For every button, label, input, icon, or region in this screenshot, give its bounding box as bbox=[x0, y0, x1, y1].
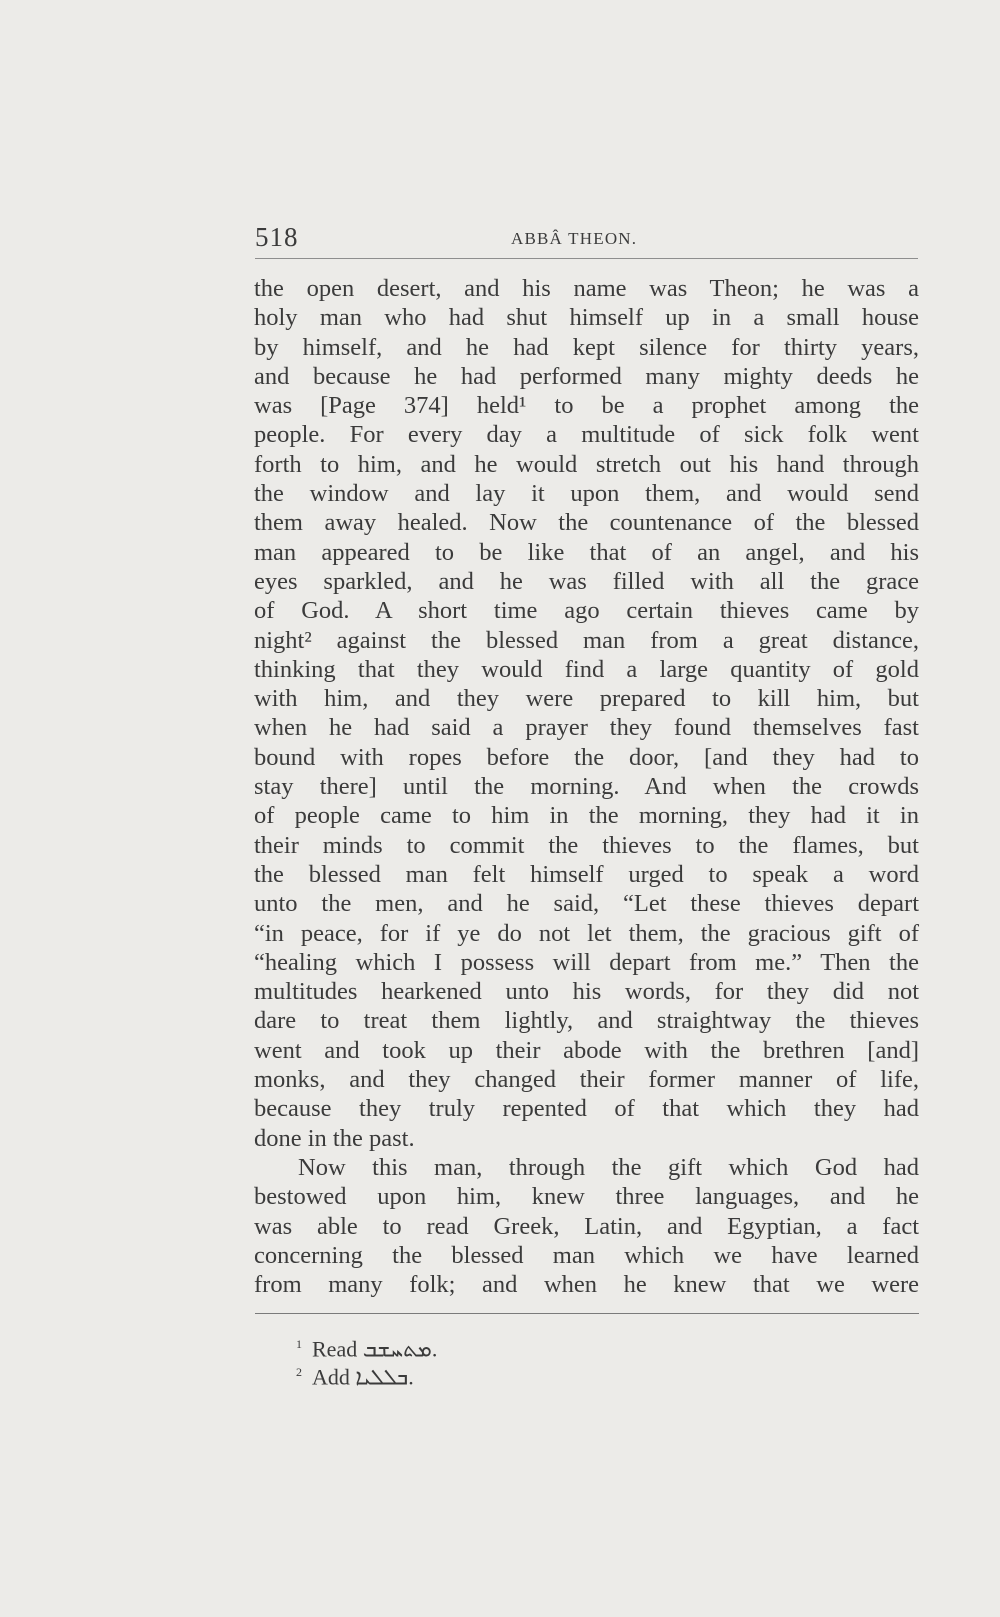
page-header bbox=[255, 222, 917, 262]
text-line: forth to him, and he would stretch out his hand through bbox=[254, 450, 919, 478]
footnote-text: Add ܒܠܠܝܐ. bbox=[312, 1364, 414, 1390]
footnote-text: Read ܡܬܚܫܒ. bbox=[312, 1336, 438, 1362]
text-line: because they truly repented of that which they had bbox=[254, 1095, 919, 1123]
text-line: the blessed man felt himself urged to speak a word bbox=[254, 860, 919, 888]
text-line: from many folk; and when he knew that we were bbox=[254, 1271, 919, 1299]
header-rule bbox=[255, 258, 918, 259]
text-line: of people came to him in the morning, they had it in bbox=[254, 802, 919, 830]
text-line: night² against the blessed man from a great distance, bbox=[254, 626, 919, 654]
text-line: stay there] until the morning. And when the crowds bbox=[254, 773, 919, 801]
footnote bbox=[296, 1358, 437, 1390]
footnote-rule bbox=[255, 1313, 919, 1314]
text-line: when he had said a prayer they found themselves fast bbox=[254, 714, 919, 742]
text-line: and because he had performed many mighty deeds he bbox=[254, 362, 919, 390]
text-line: with him, and they were prepared to kill him, but bbox=[254, 685, 919, 713]
text-line: eyes sparkled, and he was filled with all the grace bbox=[254, 567, 919, 595]
text-line: unto the men, and he said, “Let these thieves depart bbox=[254, 890, 919, 918]
text-line: them away healed. Now the countenance of the blessed bbox=[254, 509, 919, 537]
text-line: “in peace, for if ye do not let them, the gracious gift of bbox=[254, 919, 919, 947]
text-line: by himself, and he had kept silence for thirty years, bbox=[254, 333, 919, 361]
text-line: done in the past. bbox=[254, 1124, 415, 1152]
footnotes bbox=[296, 1330, 438, 1390]
text-line: was able to read Greek, Latin, and Egyptian, a fact bbox=[254, 1212, 919, 1240]
text-line: Now this man, through the gift which God had bbox=[298, 1153, 919, 1181]
text-line: multitudes hearkened unto his words, for they did not bbox=[254, 978, 919, 1006]
text-line: man appeared to be like that of an angel, and his bbox=[254, 538, 919, 566]
footnote-mark: 2 bbox=[296, 1365, 302, 1379]
text-line: people. For every day a multitude of sick folk went bbox=[254, 421, 919, 449]
text-line: of God. A short time ago certain thieves came by bbox=[254, 597, 919, 625]
running-head: ABBÂ THEON. bbox=[511, 229, 638, 248]
text-line: their minds to commit the thieves to the flames, but bbox=[254, 831, 919, 859]
page-number: 518 bbox=[255, 222, 299, 252]
text-line: bound with ropes before the door, [and they had to bbox=[254, 743, 919, 771]
text-line: concerning the blessed man which we have learned bbox=[254, 1241, 919, 1269]
text-line: dare to treat them lightly, and straightway the thieves bbox=[254, 1007, 919, 1035]
text-line: “healing which I possess will depart from me.” Then the bbox=[254, 948, 919, 976]
text-line: was [Page 374] held¹ to be a prophet among the bbox=[254, 392, 919, 420]
text-line: monks, and they changed their former manner of life, bbox=[254, 1066, 919, 1094]
text-line: went and took up their abode with the brethren [and] bbox=[254, 1036, 919, 1064]
text-line: holy man who had shut himself up in a small house bbox=[254, 304, 919, 332]
footnote-mark: 1 bbox=[296, 1337, 302, 1351]
text-line: the window and lay it upon them, and would send bbox=[254, 480, 919, 508]
body-text bbox=[254, 274, 919, 1299]
text-line: the open desert, and his name was Theon; he was a bbox=[254, 275, 919, 302]
text-line: bestowed upon him, knew three languages, and he bbox=[254, 1183, 919, 1211]
text-line: thinking that they would find a large quantity of gold bbox=[254, 655, 919, 683]
footnote bbox=[296, 1330, 438, 1362]
